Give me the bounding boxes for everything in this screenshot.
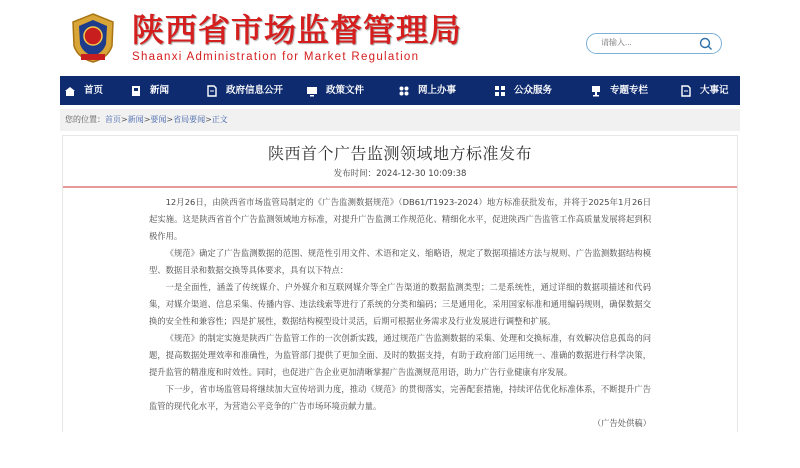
main-nav	[60, 76, 740, 105]
paragraph: 《规范》确定了广告监测数据的范围、规范性引用文件、术语和定义、缩略语，规定了数据项描述方法与规则、广告监测数据结构模型、数据目录和数据交换等具体要求，具有以下特点：	[149, 248, 651, 275]
breadcrumb-current[interactable]: 正文	[211, 115, 228, 124]
paragraph: 《规范》的制定实施是陕西广告监管工作的一次创新实践，通过规范广告监测数据的采集、处理和交换标准，有效解决信息孤岛的问题，提高数据处理效率和准确性，为监管部门提供了更加全面、及时的数据支持，有助于政府部门运用统一、准确的数据进行科学决策，提升监管的精准度和时效性。同时，也促进广告企业更加清晰掌握广告监测规范用语，助力广告行业健康有序发展。	[149, 333, 651, 377]
breadcrumb-home[interactable]: 首页	[105, 115, 121, 124]
nav-item-2[interactable]	[206, 85, 306, 97]
nav-label: 专题专栏	[610, 84, 649, 96]
site-header	[60, 0, 740, 76]
trophy-icon	[590, 85, 602, 97]
site-title: 陕西省市场监督管理局	[132, 11, 463, 49]
document-icon	[206, 85, 218, 97]
paragraph: 一是全面性，涵盖了传统媒介、户外媒介和互联网媒介等全广告渠道的数据监测类型；二是系统性，通过详细的数据项描述和代码集，对媒介渠道、信息采集、传播内容、违法线索等进行了系统的分类和编码；三是通用化，采用国家标准和通用编码规则，确保数据交换的安全性和兼容性；四是扩展性，数据结构模型设计灵活，后期可根据业务需求及行业发展进行调整和扩展。	[149, 282, 651, 326]
search-input[interactable]	[601, 38, 691, 47]
breadcrumb: 您的位置：首页>新闻>要闻>省局要闻>正文	[60, 109, 740, 131]
document-icon	[680, 85, 692, 97]
breadcrumb-headlines[interactable]: 要闻	[150, 115, 167, 124]
paragraph: 下一步，省市场监管局将继续加大宣传培训力度，推动《规范》的贯彻落实，完善配套措施，持续评估优化标准体系，不断提升广告监管的现代化水平，为营造公平竞争的广告市场环境贡献力量。	[149, 384, 651, 411]
site-subtitle: Shaanxi Administration for Market Regulation	[132, 51, 420, 63]
article	[62, 135, 738, 432]
paragraph: 12月26日，由陕西省市场监管局制定的《广告监测数据规范》（DB61/T1923-2024）地方标准获批发布，并将于2025年1月26日起实施。这是陕西省首个广告监测领域地方标准，对提升广告监测工作规范化、精细化水平，促进陕西广告监管工作高质量发展将起到积极作用。	[149, 197, 651, 241]
nav-item-3[interactable]	[306, 85, 398, 97]
nav-label: 政策文件	[326, 84, 365, 96]
nav-item-0[interactable]	[64, 85, 130, 97]
nav-label: 政府信息公开	[226, 84, 284, 96]
nav-label: 新闻	[150, 84, 170, 96]
breadcrumb-prefix: 您的位置：	[65, 115, 105, 124]
publish-time: 发布时间：2024-12-30 10:09:38	[333, 169, 467, 179]
monitor-icon	[306, 85, 318, 97]
nav-item-1[interactable]	[130, 85, 206, 97]
search-box[interactable]	[586, 33, 722, 54]
article-title: 陕西首个广告监测领域地方标准发布	[267, 144, 532, 163]
nav-label: 网上办事	[418, 84, 457, 96]
breadcrumb-bureau-news[interactable]: 省局要闻	[173, 115, 206, 124]
home-icon	[64, 85, 76, 97]
grid-icon	[398, 85, 410, 97]
nav-item-4[interactable]	[398, 85, 494, 97]
nav-item-6[interactable]	[590, 85, 680, 97]
news-icon	[130, 85, 142, 97]
nav-label: 公众服务	[514, 84, 553, 96]
apps-icon	[494, 85, 506, 97]
nav-label: 首页	[84, 84, 104, 96]
nav-item-7[interactable]	[680, 85, 740, 97]
article-source: （广告处供稿）	[592, 418, 651, 428]
nav-item-5[interactable]	[494, 85, 590, 97]
article-body	[63, 188, 737, 432]
emblem-logo	[68, 12, 118, 64]
search-icon[interactable]	[699, 37, 713, 51]
nav-label: 大事记	[700, 84, 729, 96]
breadcrumb-news[interactable]: 新闻	[127, 115, 144, 124]
